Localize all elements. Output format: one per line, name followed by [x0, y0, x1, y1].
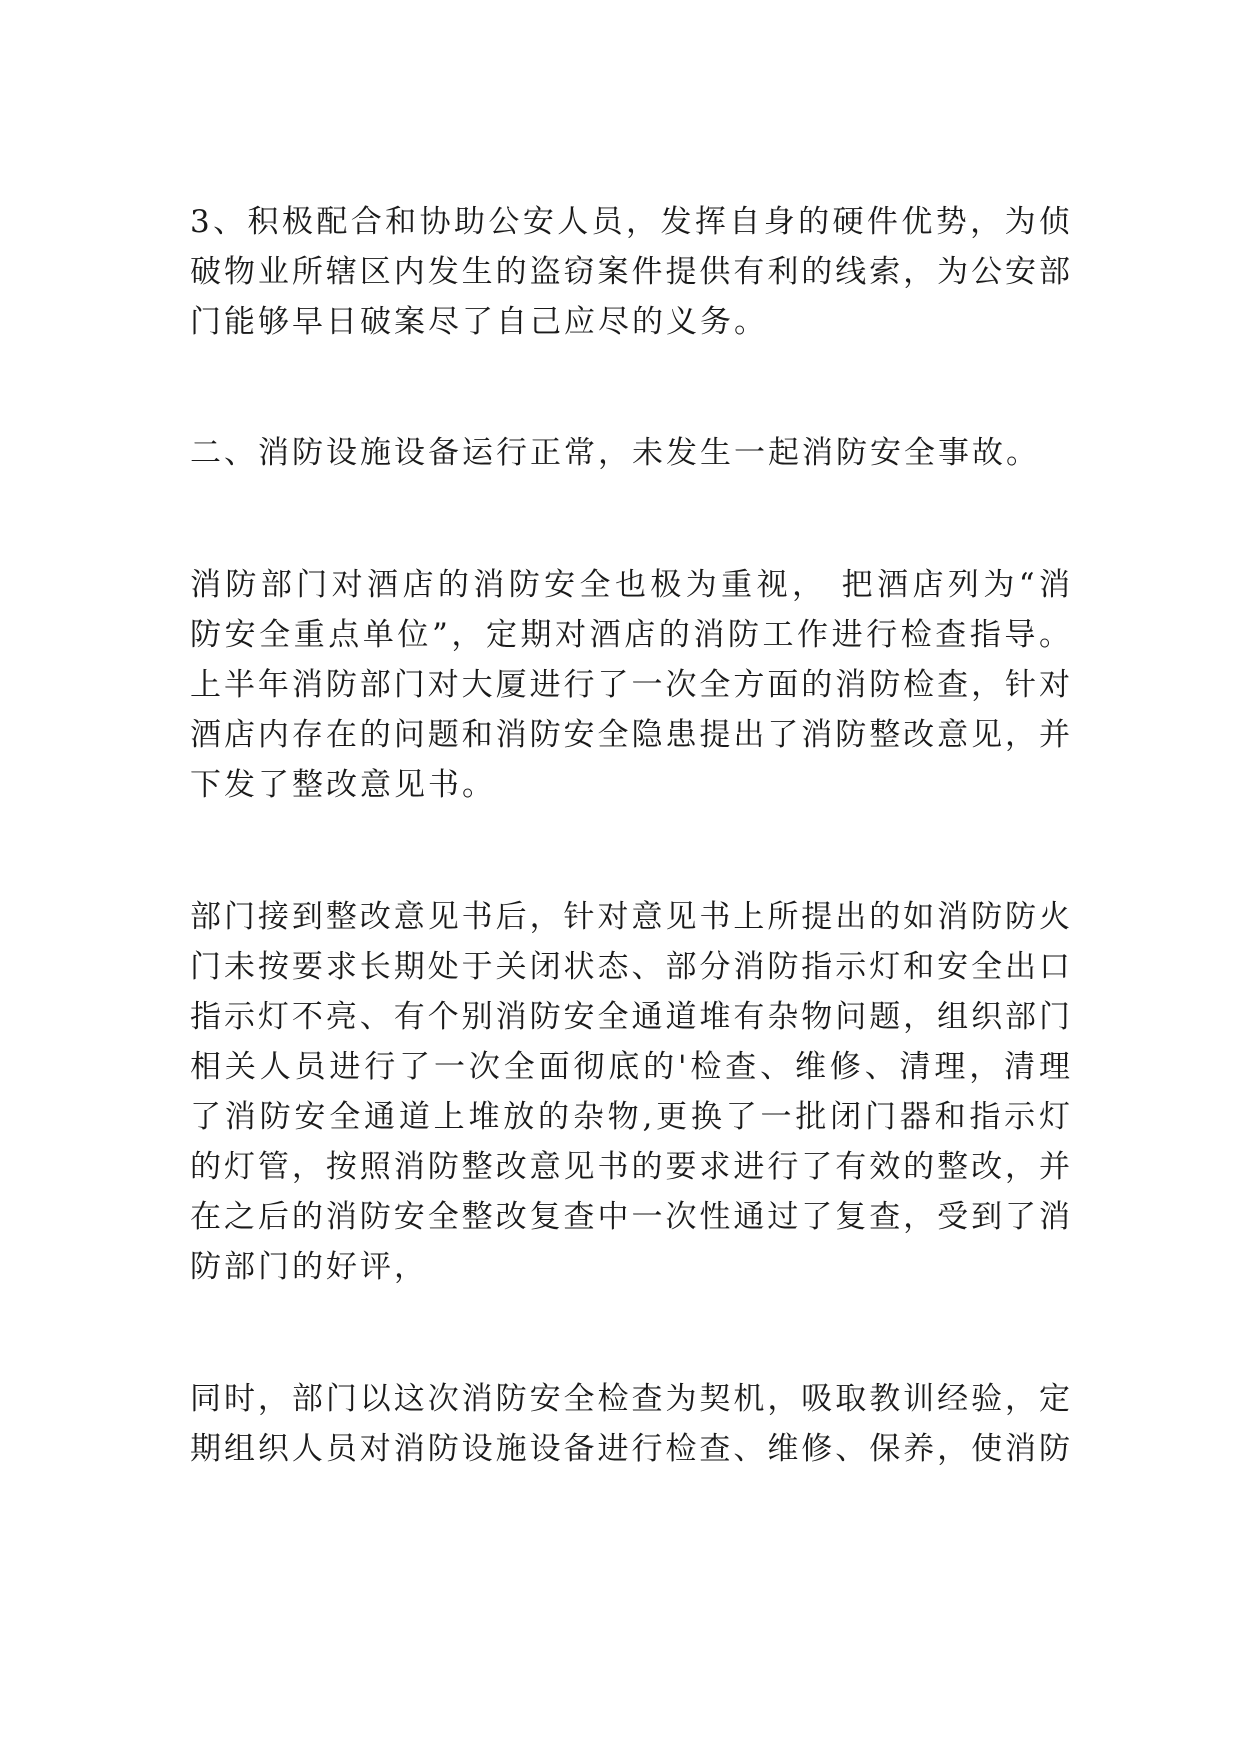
paragraph-4-line-3: 指示灯不亮、有个别消防安全通道堆有杂物问题，组织部门	[190, 999, 1070, 1035]
paragraph-4-line-5: 了消防安全通道上堆放的杂物,更换了一批闭门器和指示灯	[190, 1099, 1070, 1135]
paragraph-4-line-7: 在之后的消防安全整改复查中一次性通过了复查，受到了消	[190, 1199, 1070, 1235]
paragraph-4-line-2: 门未按要求长期处于关闭状态、部分消防指示灯和安全出口	[190, 949, 1070, 985]
paragraph-3-line-4: 酒店内存在的问题和消防安全隐患提出了消防整改意见，并	[190, 717, 1070, 753]
section-heading: 二、消防设施设备运行正常，未发生一起消防安全事故。	[190, 435, 1040, 471]
paragraph-3-line-3: 上半年消防部门对大厦进行了一次全方面的消防检查，针对	[190, 667, 1070, 703]
paragraph-4-line-8: 防部门的好评，	[190, 1249, 428, 1285]
paragraph-1-line-3: 门能够早日破案尽了自己应尽的义务。	[190, 304, 768, 340]
paragraph-3-line-1: 消防部门对酒店的消防安全也极为重视， 把酒店列为“消	[190, 567, 1070, 603]
paragraph-1-line-2: 破物业所辖区内发生的盗窃案件提供有利的线索，为公安部	[190, 254, 1070, 290]
paragraph-4-line-6: 的灯管，按照消防整改意见书的要求进行了有效的整改，并	[190, 1149, 1070, 1185]
paragraph-4-line-4: 相关人员进行了一次全面彻底的'检查、维修、清理，清理	[190, 1049, 1070, 1085]
paragraph-3-line-5: 下发了整改意见书。	[190, 767, 496, 803]
paragraph-4-line-1: 部门接到整改意见书后，针对意见书上所提出的如消防防火	[190, 899, 1070, 935]
paragraph-3-line-2: 防安全重点单位”，定期对酒店的消防工作进行检查指导。	[190, 617, 1070, 653]
paragraph-5-line-1: 同时，部门以这次消防安全检查为契机，吸取教训经验，定	[190, 1381, 1070, 1417]
paragraph-5-line-2: 期组织人员对消防设施设备进行检查、维修、保养，使消防	[190, 1431, 1070, 1467]
paragraph-1-line-1: 3、积极配合和协助公安人员，发挥自身的硬件优势，为侦	[190, 204, 1070, 240]
